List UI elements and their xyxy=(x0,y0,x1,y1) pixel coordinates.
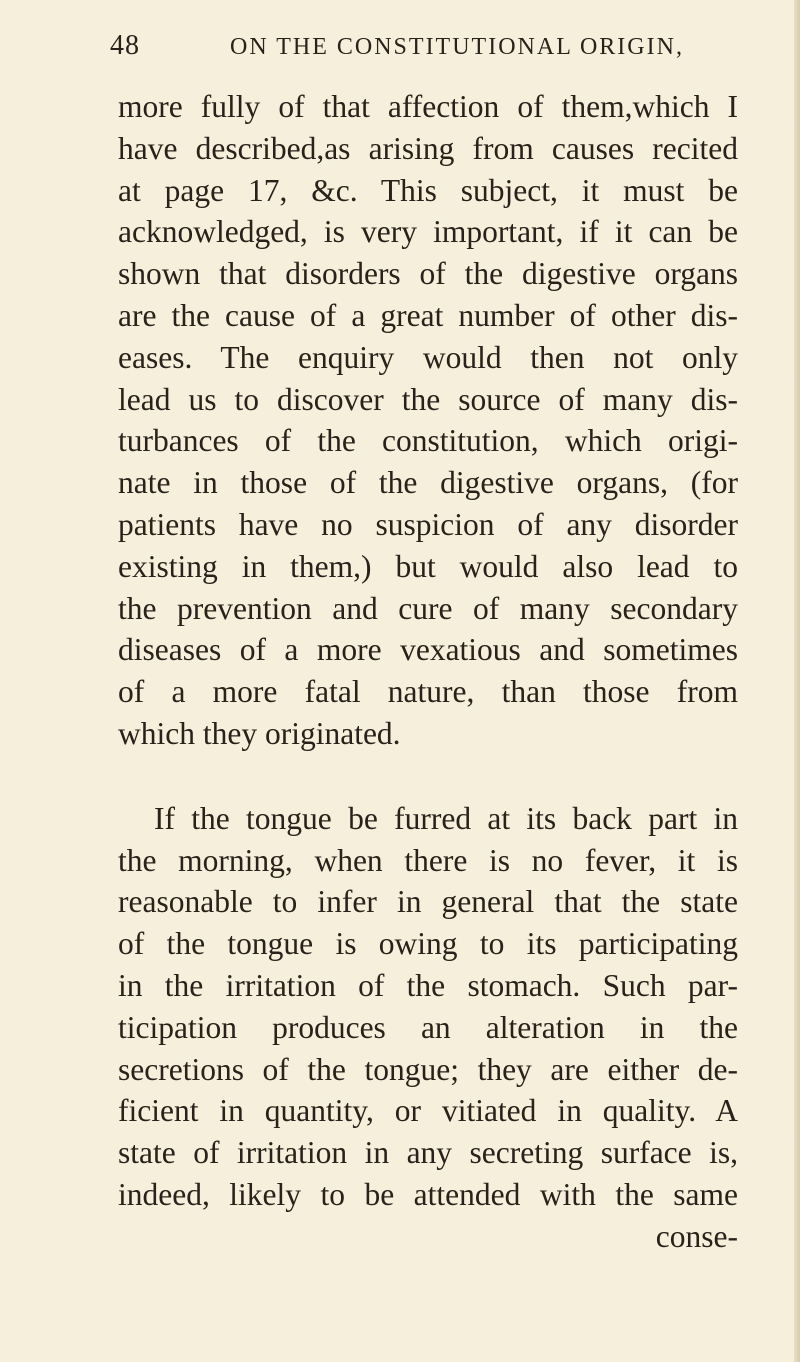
catchword: conse- xyxy=(655,1218,738,1254)
text-line: secretions of the tongue; they are either de- xyxy=(118,1051,738,1087)
text-line: turbances of the constitution, which origi- xyxy=(118,423,738,459)
text-line: have described,as arising from causes recited xyxy=(118,130,738,166)
text-line: state of irritation in any secreting surface is, xyxy=(118,1135,738,1171)
text-line: diseases of a more vexatious and sometimes xyxy=(118,632,738,668)
paragraph-gap xyxy=(118,755,738,798)
text-line: patients have no suspicion of any disorder xyxy=(118,506,738,542)
text-line: ticipation produces an alteration in the xyxy=(118,1009,738,1045)
page-number: 48 xyxy=(110,30,140,61)
text-line: nate in those of the digestive organs, (for xyxy=(118,465,738,501)
text-line: existing in them,) but would also lead to xyxy=(118,548,738,584)
text-line: indeed, likely to be attended with the same xyxy=(118,1176,738,1212)
text-line: reasonable to infer in general that the state xyxy=(118,884,738,920)
text-line: shown that disorders of the digestive organs xyxy=(118,256,738,292)
page-edge-shadow xyxy=(794,0,800,1362)
text-line: in the irritation of the stomach. Such par- xyxy=(118,967,738,1003)
paragraph-2 xyxy=(118,798,738,1258)
text-line: of a more fatal nature, than those from xyxy=(118,674,738,710)
text-line: which they originated. xyxy=(118,715,401,751)
text-line: at page 17, &c. This subject, it must be xyxy=(118,172,738,208)
paragraph-1 xyxy=(118,86,738,755)
text-line: the morning, when there is no fever, it is xyxy=(118,842,738,878)
text-line: the prevention and cure of many secondary xyxy=(118,590,738,626)
text-line: eases. The enquiry would then not only xyxy=(118,339,738,375)
running-title: ON THE CONSTITUTIONAL ORIGIN, xyxy=(230,34,684,60)
text-line: If the tongue be furred at its back part in xyxy=(154,800,738,836)
text-line: are the cause of a great number of other dis- xyxy=(118,297,738,333)
text-line: of the tongue is owing to its participating xyxy=(118,926,738,962)
page-header xyxy=(110,30,750,70)
text-line: more fully of that affection of them,which I xyxy=(118,89,738,124)
text-line: ficient in quantity, or vitiated in quality. A xyxy=(118,1093,738,1129)
body-text xyxy=(118,86,738,1258)
text-line: acknowledged, is very important, if it can be xyxy=(118,214,738,250)
text-line: lead us to discover the source of many dis- xyxy=(118,381,738,417)
